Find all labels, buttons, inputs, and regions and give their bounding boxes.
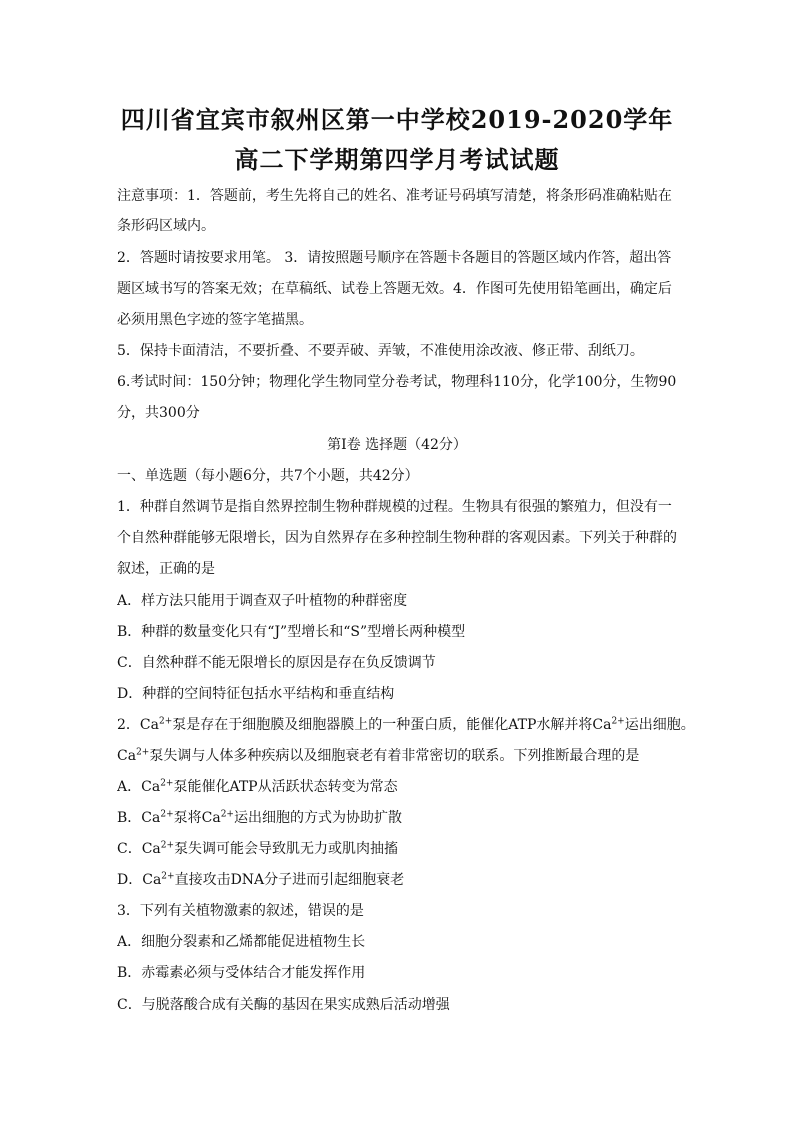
ca-charge: 2+	[160, 778, 174, 789]
section-heading: 第I卷 选择题（42分）	[327, 437, 467, 453]
notes-line-1: 注意事项：1．答题前，考生先将自己的姓名、准考证号码填写清楚，将条形码准确粘贴在	[117, 188, 672, 204]
q2-option-d	[117, 870, 697, 890]
q3-option-a: A．细胞分裂素和乙烯都能促进植物生长	[117, 934, 366, 950]
q2-stem-line-1	[117, 715, 697, 735]
q3-option-c: C．与脱落酸合成有关酶的基因在果实成熟后活动增强	[117, 997, 450, 1013]
ca-text: Ca	[201, 810, 221, 826]
notes-line-3: 2．答题时请按要求用笔。 3．请按照题号顺序在答题卡各题目的答题区域内作答，超出答	[117, 250, 672, 266]
q2-number: 2．	[117, 717, 140, 733]
q2-stem-text-1: 泵是存在于细胞膜及细胞器膜上的一种蛋白质，能催化ATP水解并将	[172, 717, 593, 733]
q1-option-d: D．种群的空间特征包括水平结构和垂直结构	[117, 686, 395, 702]
q2-stem-text-3: 泵失调与人体多种疾病以及细胞衰老有着非常密切的联系。下列推断最合理的是	[149, 748, 640, 764]
option-text: 直接攻击DNA分子进而引起细胞衰老	[174, 872, 405, 888]
option-text: 泵能催化ATP从活跃状态转变为常态	[173, 779, 398, 795]
notes-line-8: 分，共300分	[117, 405, 200, 421]
q3-stem: 3．下列有关植物激素的叙述，错误的是	[117, 903, 364, 919]
option-label: B．	[117, 810, 142, 826]
q1-stem-line-2: 个自然种群能够无限增长，因为自然界存在多种控制生物种群的客观因素。下列关于种群的	[117, 530, 677, 546]
ca-text: Ca	[139, 717, 159, 733]
option-label: A．	[117, 779, 142, 795]
q1-option-b: B．种群的数量变化只有“J”型增长和“S”型增长两种模型	[117, 624, 466, 640]
notes-line-2: 条形码区域内。	[117, 218, 215, 234]
q1-stem-line-1: 1．种群自然调节是指自然界控制生物种群规模的过程。生物具有很强的繁殖力，但没有一	[117, 499, 672, 515]
notes-line-7: 6.考试时间：150分钟；物理化学生物同堂分卷考试，物理科110分，化学100分，生物90	[117, 374, 677, 390]
q2-stem-line-2	[117, 746, 697, 766]
notes-line-5: 必须用黑色字迹的签字笔描黑。	[117, 312, 313, 328]
option-text: 泵失调可能会导致肌无力或肌肉抽搐	[174, 841, 399, 857]
ca-charge: 2+	[158, 716, 173, 727]
option-text: 泵将	[173, 810, 202, 826]
q1-option-a: A．样方法只能用于调查双子叶植物的种群密度	[117, 593, 408, 609]
q2-option-a	[117, 777, 697, 797]
option-label: C．	[117, 841, 142, 857]
ca-charge: 2+	[160, 840, 175, 851]
exam-title-line2: 高二下学期第四学月考试试题	[234, 145, 560, 174]
q1-stem-line-3: 叙述，正确的是	[117, 561, 215, 577]
ca-text: Ca	[117, 748, 137, 764]
q3-option-b: B．赤霉素必须与受体结合才能发挥作用	[117, 965, 366, 981]
option-text: 运出细胞的方式为协助扩散	[233, 810, 402, 826]
ca-text: Ca	[141, 810, 161, 826]
ca-charge: 2+	[611, 716, 625, 727]
exam-title-line1: 四川省宜宾市叙州区第一中学校2019-2020学年	[120, 105, 674, 134]
ca-text: Ca	[592, 717, 612, 733]
ca-charge: 2+	[136, 747, 150, 758]
ca-charge: 2+	[161, 871, 175, 882]
q2-option-c	[117, 839, 697, 859]
notes-line-6: 5．保持卡面清洁，不要折叠、不要弄破、弄皱，不准使用涂改液、修正带、刮纸刀。	[117, 343, 644, 359]
q2-option-b	[117, 808, 697, 828]
ca-charge: 2+	[160, 809, 174, 820]
ca-text: Ca	[142, 872, 162, 888]
q2-stem-text-2: 运出细胞。	[624, 717, 695, 733]
option-label: D．	[117, 872, 143, 888]
ca-text: Ca	[141, 841, 161, 857]
part-heading: 一、单选题（每小题6分，共7个小题，共42分）	[117, 468, 419, 484]
notes-line-4: 题区域书写的答案无效；在草稿纸、试卷上答题无效。4．作图可先使用铅笔画出，确定后	[117, 281, 672, 297]
ca-charge: 2+	[220, 809, 234, 820]
ca-text: Ca	[141, 779, 161, 795]
q1-option-c: C．自然种群不能无限增长的原因是存在负反馈调节	[117, 655, 436, 671]
